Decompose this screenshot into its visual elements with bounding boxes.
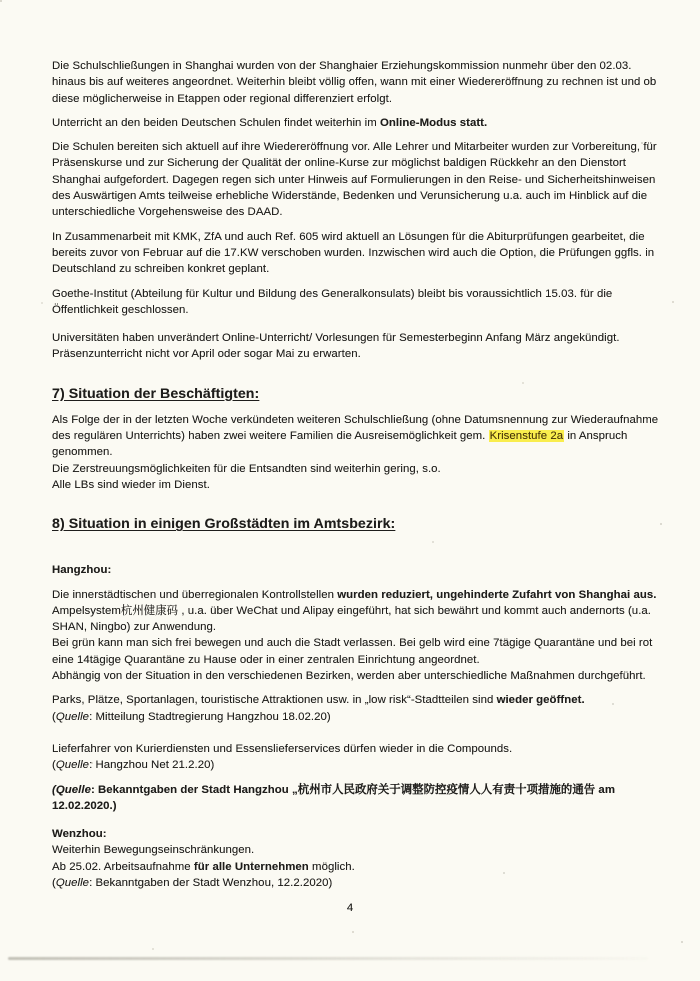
para-schulen-wiedereroeffnung-text: Die Schulen bereiten sich aktuell auf ihre Wiedereröffnung vor. Alle Lehrer und Mitarbeiter wurden zur Vorbereitung, für Präsenskurse und zur Sicherung der Qualität der online-Kurse zur möglichst baldigen Rückkehr an den Dienstort Shanghai aufgefordert. Dagegen regen sich unter Hinweis auf Formulierungen in den Reise- und Sicherheitshinweisen des Auswärtigen Amts teilweise erhebliche Widerstände, Bedenken und Verunsicherung u.a. auch im Hinblick auf die unterschiedliche Vorgehensweise des DAAD. xyxy=(52,141,657,219)
para-wenzhou-details-text: für alle Unternehmen xyxy=(193,860,309,873)
para-schulen-wiedereroeffnung xyxy=(52,139,666,220)
para-hangzhou-kontrollstellen xyxy=(52,587,666,685)
subheading-wenzhou xyxy=(52,826,666,842)
para-lieferfahrer-compounds-text: : Hangzhou Net 21.2.20) xyxy=(89,759,215,772)
para-lieferfahrer-compounds-text: ( xyxy=(52,759,56,772)
para-abiturpruefungen xyxy=(52,229,666,278)
para-ausreisemoeglichkeit-text: Als Folge der in der letzten Woche verkündeten weiteren Schulschließung (ohne Datumsnennung zur Wiederaufnahme des regulären Unterrichts) haben zwei weitere Familien die Ausreisemöglichkeit gem. xyxy=(52,413,659,443)
para-parks-wieder-geoeffnet-text: Quelle xyxy=(55,710,90,723)
subheading-hangzhou-text: Hangzhou: xyxy=(52,564,112,577)
para-hangzhou-kontrollstellen-text: Ampelsystem杭州健康码 , u.a. über WeChat und Alipay eingeführt, hat sich bewährt und kommt auch andernorts (u.a. SHAN, Ningbo) zur Anwendung. xyxy=(52,604,652,634)
para-parks-wieder-geoeffnet-text: : Mitteilung Stadtregierung Hangzhou 18.02.20) xyxy=(89,710,331,723)
para-lieferfahrer-compounds xyxy=(52,741,666,774)
para-lieferfahrer-compounds-text: Quelle xyxy=(55,759,90,772)
para-universitaeten-text: Universitäten haben unverändert Online-Unterricht/ Vorlesungen für Semesterbeginn Anfang März angekündigt. Präsenzunterricht nicht vor April oder sogar Mai zu erwarten. xyxy=(52,332,620,361)
para-wenzhou-details xyxy=(52,842,666,891)
heading-8-grossstaedte-im-amtsbezirk xyxy=(52,515,666,534)
para-unterricht-online-modus xyxy=(52,115,666,131)
para-unterricht-online-modus-text: Online-Modus statt. xyxy=(379,116,488,129)
para-hangzhou-kontrollstellen-text: Bei grün kann man sich frei bewegen und auch die Stadt verlassen. Bei gelb wird eine 7tägige Quarantäne und bei rot eine 14tägige Quarantäne zu Hause oder in einer zentralen Einrichtung angeordnet. xyxy=(52,637,653,666)
para-lieferfahrer-compounds-text: Lieferfahrer von Kurierdiensten und Essenslieferservices dürfen wieder in die Compounds. xyxy=(52,742,513,755)
subheading-wenzhou-text: Wenzhou: xyxy=(52,828,107,841)
para-parks-wieder-geoeffnet-text: ( xyxy=(52,710,56,723)
document-content xyxy=(52,58,666,891)
para-wenzhou-details-text: Quelle xyxy=(55,876,90,889)
para-schulschliessungen xyxy=(52,58,666,107)
para-wenzhou-details-text: Weiterhin Bewegungseinschränkungen. xyxy=(52,844,255,857)
para-wenzhou-details-text: : Bekanntgaben der Stadt Wenzhou, 12.2.2020) xyxy=(89,876,333,889)
para-hangzhou-kontrollstellen-text: Abhängig von der Situation in den verschiedenen Bezirken, werden aber unterschiedliche Maßnahmen durchgeführt. xyxy=(52,670,646,683)
para-universitaeten xyxy=(52,330,666,363)
subheading-hangzhou xyxy=(52,562,666,578)
heading-7-situation-der-beschaeftigten xyxy=(52,385,666,404)
para-parks-wieder-geoeffnet xyxy=(52,692,666,725)
para-unterricht-online-modus-text: Unterricht an den beiden Deutschen Schulen findet weiterhin im xyxy=(52,116,380,129)
para-schulschliessungen-text: Die Schulschließungen in Shanghai wurden von der Shanghaier Erziehungskommission nunmehr über den 02.03. hinaus bis auf weiteres angeordnet. Weiterhin bleibt völlig offen, wann mit einer Wiedereröffnung zu rechnen ist und ob diese möglicherweise in Etappen oder regional differenziert erfolgt. xyxy=(52,60,657,105)
para-hangzhou-kontrollstellen-text: wurden reduziert, ungehinderte Zufahrt von Shanghai aus. xyxy=(337,588,657,601)
para-ausreisemoeglichkeit-text: Alle LBs sind wieder im Dienst. xyxy=(52,478,210,491)
heading-8-grossstaedte-im-amtsbezirk-text: 8) Situation in einigen Großstädten im Amtsbezirk: xyxy=(52,516,396,533)
para-quelle-bekanntgaben-hangzhou xyxy=(52,782,666,815)
page-number: 4 xyxy=(346,902,354,914)
para-quelle-bekanntgaben-hangzhou-text: (Quelle xyxy=(52,783,91,796)
para-wenzhou-details-text: Ab 25.02. Arbeitsaufnahme xyxy=(52,860,194,873)
para-quelle-bekanntgaben-hangzhou-text: : Bekanntgaben der Stadt Hangzhou „杭州市人民政府关于调整防控疫情人人有责十项措施的通告 am 12.02.2020.) xyxy=(52,783,615,812)
para-goethe-institut-text: Goethe-Institut (Abteilung für Kultur und Bildung des Generalkonsulats) bleibt bis voraussichtlich 15.03. für die Öffentlichkeit geschlossen. xyxy=(52,287,613,316)
para-ausreisemoeglichkeit-text: Die Zerstreuungsmöglichkeiten für die Entsandten sind weiterhin gering, s.o. xyxy=(52,462,441,475)
para-ausreisemoeglichkeit-text-highlighted: Krisenstufe 2a xyxy=(489,430,564,443)
para-ausreisemoeglichkeit-text: in Anspruch genommen. xyxy=(52,430,628,459)
para-ausreisemoeglichkeit xyxy=(52,412,666,493)
para-hangzhou-kontrollstellen-text: Die innerstädtischen und überregionalen Kontrollstellen xyxy=(52,588,338,601)
scan-artifact-bottom-edge xyxy=(8,957,648,960)
para-parks-wieder-geoeffnet-text: Parks, Plätze, Sportanlagen, touristische Attraktionen usw. in „low risk“-Stadtteilen sind xyxy=(52,694,497,707)
para-wenzhou-details-text: ( xyxy=(52,876,56,889)
heading-7-situation-der-beschaeftigten-text: 7) Situation der Beschäftigten: xyxy=(52,385,260,402)
para-goethe-institut xyxy=(52,286,666,319)
para-parks-wieder-geoeffnet-text: wieder geöffnet. xyxy=(496,694,585,707)
para-abiturpruefungen-text: In Zusammenarbeit mit KMK, ZfA und auch Ref. 605 wird aktuell an Lösungen für die Abiturprüfungen gearbeitet, die bereits zuvor von Februar auf die 17.KW verschoben wurden. Inzwischen wird auch die Option, die Prüfungen ggfls. in Deutschland zu schreiben konkret geplant. xyxy=(52,230,655,276)
para-wenzhou-details-text: möglich. xyxy=(308,860,355,873)
